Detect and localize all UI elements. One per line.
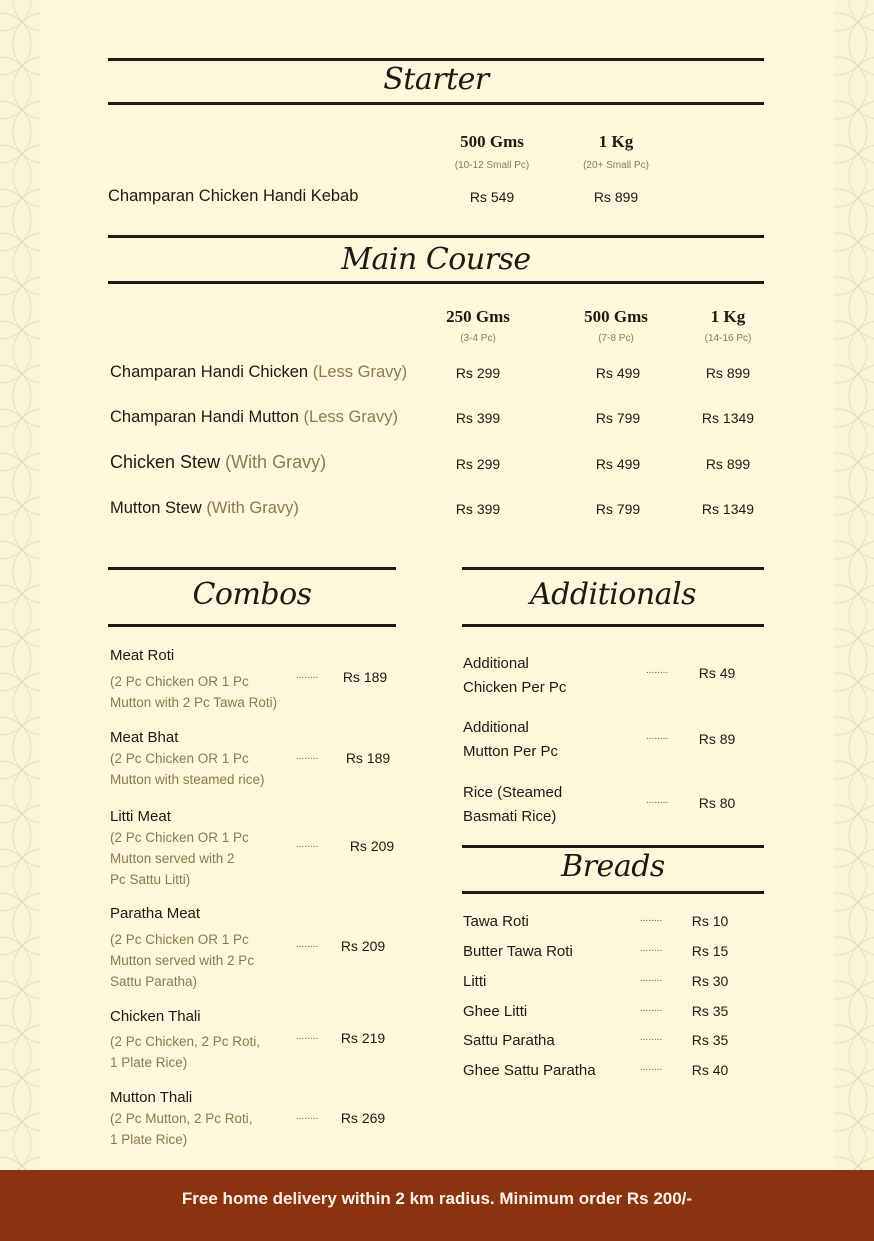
additionals-bottom-rule <box>462 624 764 627</box>
combo-item-desc: (2 Pc Chicken OR 1 Pc <box>110 751 249 766</box>
combo-item-leader: ........ <box>296 1031 319 1042</box>
bread-item-name: Litti <box>463 973 487 990</box>
breads-bottom-rule <box>462 891 764 894</box>
combo-item-desc: Mutton with steamed rice) <box>110 772 265 787</box>
combo-item-desc: (2 Pc Chicken OR 1 Pc <box>110 830 249 845</box>
main-item-note: (Less Gravy) <box>303 408 398 426</box>
starter-item-name: Champaran Chicken Handi Kebab <box>108 187 359 205</box>
bread-item-price: Rs 10 <box>691 913 729 929</box>
bread-item-price: Rs 35 <box>691 1003 729 1019</box>
additional-item-name <box>463 652 566 700</box>
main-item-price-500g: Rs 799 <box>595 501 641 517</box>
starter-subheader-500g: (10-12 Small Pc) <box>454 160 530 171</box>
additional-item-price: Rs 49 <box>698 665 736 681</box>
combos-title: Combos <box>192 577 312 612</box>
main-item-note: (Less Gravy) <box>312 363 408 381</box>
main-item-price-250g: Rs 299 <box>455 365 501 381</box>
additional-item-price: Rs 89 <box>698 731 736 747</box>
bread-item-price: Rs 35 <box>691 1032 729 1048</box>
bread-item-name: Sattu Paratha <box>463 1032 555 1049</box>
main-item-price-250g: Rs 399 <box>455 501 501 517</box>
combo-item-name: Meat Bhat <box>110 729 179 746</box>
combo-item-leader: ........ <box>296 670 319 681</box>
combo-item-name: Paratha Meat <box>110 905 201 922</box>
additional-item-leader: ........ <box>646 665 669 676</box>
main-course-bottom-rule <box>108 281 764 284</box>
combo-item-desc: Pc Sattu Litti) <box>110 872 191 887</box>
combo-item-name: Litti Meat <box>110 808 171 825</box>
bread-item-leader: ........ <box>640 1062 663 1073</box>
combo-item-price: Rs 189 <box>345 750 391 766</box>
bread-item-leader: ........ <box>640 1003 663 1014</box>
delivery-footer-banner <box>0 1170 874 1241</box>
additional-item-name-line: Mutton Per Pc <box>463 743 559 760</box>
combo-item-leader: ........ <box>296 839 319 850</box>
combo-item-name: Mutton Thali <box>110 1089 193 1106</box>
bread-item-leader: ........ <box>640 973 663 984</box>
combo-item-desc: Mutton served with 2 Pc <box>110 953 255 968</box>
bread-item-price: Rs 15 <box>691 943 729 959</box>
combo-item-leader: ........ <box>296 939 319 950</box>
bread-item-name: Ghee Litti <box>463 1003 528 1020</box>
bread-item-leader: ........ <box>640 943 663 954</box>
starter-header-500g: 500 Gms <box>460 132 524 151</box>
bread-item-name: Ghee Sattu Paratha <box>463 1062 596 1079</box>
starter-item-price-500g: Rs 549 <box>469 189 515 205</box>
combo-item-name: Meat Roti <box>110 647 175 664</box>
main-item-price-1kg: Rs 899 <box>705 456 751 472</box>
additional-item-name-line: Chicken Per Pc <box>463 679 567 696</box>
breads-title: Breads <box>561 849 665 884</box>
combo-item-desc: Mutton served with 2 <box>110 851 235 866</box>
additional-item-name-line: Basmati Rice) <box>463 808 557 825</box>
combo-item-desc: 1 Plate Rice) <box>110 1132 188 1147</box>
combo-item-price: Rs 269 <box>340 1110 386 1126</box>
main-item-note: (With Gravy) <box>225 452 327 472</box>
delivery-footer-text: Free home delivery within 2 km radius. Minimum order Rs 200/- <box>181 1189 693 1208</box>
starter-title: Starter <box>383 62 489 97</box>
combo-item-desc: (2 Pc Chicken OR 1 Pc <box>110 932 249 947</box>
main-item-price-500g: Rs 499 <box>595 365 641 381</box>
additional-item-name <box>463 716 558 764</box>
main-item-price-1kg: Rs 1349 <box>701 501 755 517</box>
combo-item-desc: Mutton with 2 Pc Tawa Roti) <box>110 695 278 710</box>
combo-item-price: Rs 189 <box>342 669 388 685</box>
main-item-price-500g: Rs 499 <box>595 456 641 472</box>
combo-item-price: Rs 219 <box>340 1030 386 1046</box>
main-item-price-250g: Rs 399 <box>455 410 501 426</box>
bread-item-leader: ........ <box>640 913 663 924</box>
combo-item-desc: (2 Pc Chicken, 2 Pc Roti, <box>110 1034 261 1049</box>
main-header-250g: 250 Gms <box>446 307 510 326</box>
combos-top-rule <box>108 567 396 570</box>
combo-item-desc: (2 Pc Mutton, 2 Pc Roti, <box>110 1111 253 1126</box>
bread-item-name: Tawa Roti <box>463 913 529 930</box>
main-item <box>110 408 398 427</box>
main-header-1kg: 1 Kg <box>710 307 746 326</box>
main-subheader-1kg: (14-16 Pc) <box>704 333 752 344</box>
main-item-price-1kg: Rs 1349 <box>701 410 755 426</box>
combos-bottom-rule <box>108 624 396 627</box>
main-item-note: (With Gravy) <box>206 499 299 517</box>
main-item-name: Mutton Stew <box>110 499 202 517</box>
additional-item-leader: ........ <box>646 731 669 742</box>
additional-item-name-line: Additional <box>463 719 529 736</box>
main-item-name: Champaran Handi Chicken <box>110 363 309 381</box>
starter-subheader-1kg: (20+ Small Pc) <box>583 160 649 171</box>
combo-item-price: Rs 209 <box>340 938 386 954</box>
additional-item-name-line: Rice (Steamed <box>463 784 563 801</box>
combo-item-leader: ........ <box>296 751 319 762</box>
bread-item-price: Rs 30 <box>691 973 729 989</box>
additionals-top-rule <box>462 567 764 570</box>
additional-item-name-line: Additional <box>463 655 529 672</box>
additional-item-price: Rs 80 <box>698 795 736 811</box>
starter-header-1kg: 1 Kg <box>598 132 634 151</box>
main-item-name: Champaran Handi Mutton <box>110 408 299 426</box>
starter-item-price-1kg: Rs 899 <box>593 189 639 205</box>
main-subheader-250g: (3-4 Pc) <box>460 333 496 344</box>
bread-item-leader: ........ <box>640 1032 663 1043</box>
starter-bottom-rule <box>108 102 764 105</box>
main-item-price-1kg: Rs 899 <box>705 365 751 381</box>
combo-item-price: Rs 209 <box>349 838 395 854</box>
additional-item-name <box>463 781 562 829</box>
bread-item-name: Butter Tawa Roti <box>463 943 573 960</box>
combo-item-desc: 1 Plate Rice) <box>110 1055 188 1070</box>
additional-item-leader: ........ <box>646 795 669 806</box>
combo-item-desc: Sattu Paratha) <box>110 974 198 989</box>
main-item <box>110 452 326 473</box>
combo-item-name: Chicken Thali <box>110 1008 201 1025</box>
bread-item-price: Rs 40 <box>691 1062 729 1078</box>
main-header-500g: 500 Gms <box>584 307 648 326</box>
additionals-title: Additionals <box>529 577 697 612</box>
main-item <box>110 499 299 518</box>
main-subheader-500g: (7-8 Pc) <box>598 333 634 344</box>
combo-item-leader: ........ <box>296 1111 319 1122</box>
main-item-name: Chicken Stew <box>110 452 221 472</box>
main-item-price-250g: Rs 299 <box>455 456 501 472</box>
main-course-title: Main Course <box>341 242 531 277</box>
main-item-price-500g: Rs 799 <box>595 410 641 426</box>
main-item <box>110 363 407 382</box>
combo-item-desc: (2 Pc Chicken OR 1 Pc <box>110 674 249 689</box>
